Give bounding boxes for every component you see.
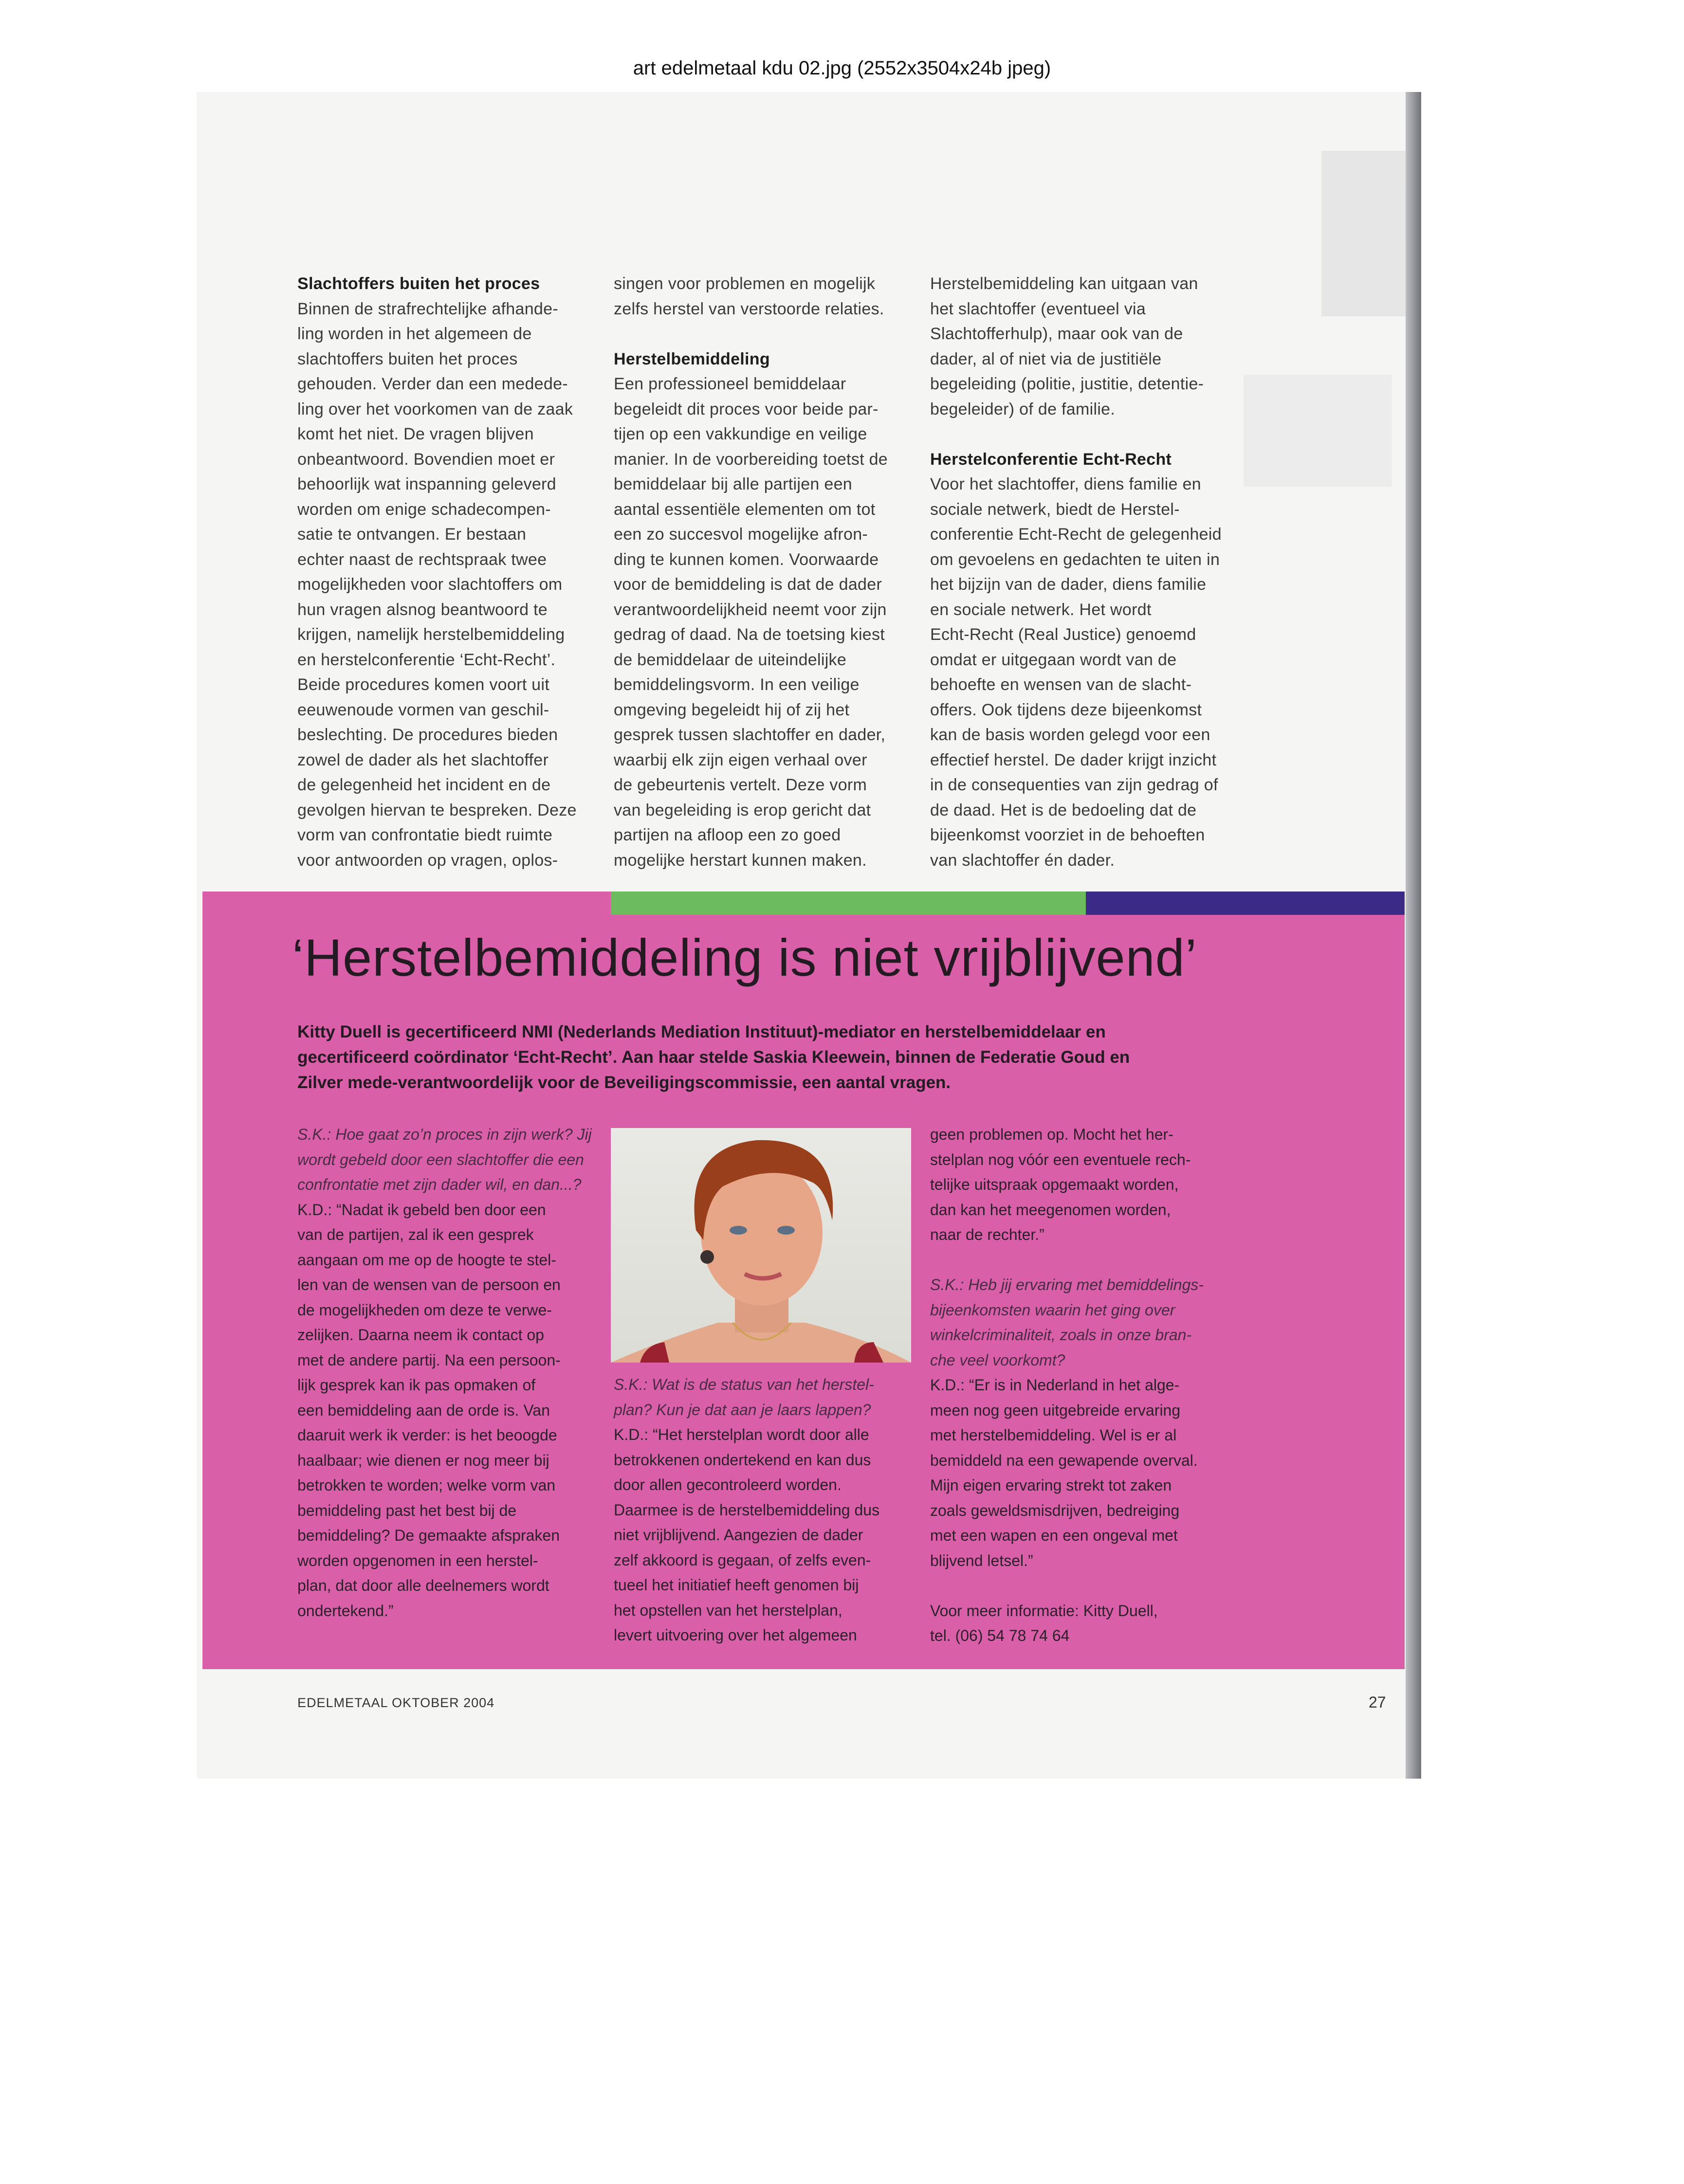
paragraph-gap — [930, 422, 1232, 447]
text-line: bemiddelingsvorm. In een veilige — [614, 675, 860, 694]
text-line: het bijzijn van de dader, diens familie — [930, 575, 1207, 594]
text-line: met een wapen en een ongeval met — [930, 1527, 1178, 1544]
interview-question-line: plan? Kun je dat aan je laars lappen? — [614, 1401, 871, 1419]
text-line: begeleider) of de familie. — [930, 400, 1116, 419]
text-line: een bemiddeling aan de orde is. Van — [297, 1401, 550, 1419]
text-line: K.D.: “Het herstelplan wordt door alle — [614, 1426, 869, 1443]
text-line: dan kan het meegenomen worden, — [930, 1201, 1171, 1219]
portrait-image — [611, 1128, 911, 1363]
text-line: en herstelconferentie ‘Echt-Recht’. — [297, 650, 556, 669]
text-line: de mogelijkheden om deze te verwe- — [297, 1301, 552, 1319]
text-line: Voor het slachtoffer, diens familie en — [930, 475, 1201, 493]
text-line: bemiddeling past het best bij de — [297, 1501, 517, 1519]
interview-question-line: bijeenkomsten waarin het ging over — [930, 1301, 1175, 1319]
intro-line: Kitty Duell is gecertificeerd NMI (Nederlands Mediation Instituut)-mediator en herstelbemiddelaar en — [297, 1022, 1106, 1041]
text-line: manier. In de voorbereiding toetst de — [614, 450, 888, 469]
interview-intro — [297, 1019, 1222, 1095]
paragraph-gap — [930, 1573, 1232, 1599]
text-line: betrokken te worden; welke vorm van — [297, 1476, 556, 1494]
text-line: het opstellen van het herstelplan, — [614, 1601, 842, 1619]
text-line: om gevoelens en gedachten te uiten in — [930, 550, 1220, 569]
text-line: effectief herstel. De dader krijgt inzicht — [930, 750, 1217, 769]
text-line: blijvend letsel.” — [930, 1551, 1033, 1569]
text-line: levert uitvoering over het algemeen — [614, 1626, 857, 1644]
text-line: begeleidt dit proces voor beide par- — [614, 400, 879, 419]
interview-question-line: winkelcriminaliteit, zoals in onze bran- — [930, 1326, 1192, 1344]
portrait-photo — [611, 1128, 911, 1363]
article-column-1 — [297, 272, 599, 873]
text-line: de gebeurtenis vertelt. Deze vorm — [614, 776, 867, 794]
text-line: K.D.: “Nadat ik gebeld ben door een — [297, 1201, 546, 1219]
text-line: Slachtofferhulp), maar ook van de — [930, 325, 1183, 343]
text-line: daaruit werk ik verder: is het beoogde — [297, 1426, 557, 1444]
text-line: van de partijen, zal ik een gesprek — [297, 1226, 534, 1243]
text-line: de bemiddelaar de uiteindelijke — [614, 650, 847, 669]
text-line: partijen na afloop een zo goed — [614, 826, 841, 844]
text-line: len van de wensen van de persoon en — [297, 1276, 561, 1293]
text-line: plan, dat door alle deelnemers wordt — [297, 1577, 549, 1594]
text-line: aangaan om me op de hoogte te stel- — [297, 1251, 556, 1269]
text-line: singen voor problemen en mogelijk — [614, 274, 876, 293]
file-name-header: art edelmetaal kdu 02.jpg (2552x3504x24b jpeg) — [633, 57, 1051, 79]
text-line: tel. (06) 54 78 74 64 — [930, 1627, 1070, 1644]
bleed-through-shape — [1321, 151, 1407, 316]
text-line: omdat er uitgegaan wordt van de — [930, 650, 1177, 669]
text-line: geen problemen op. Mocht het her- — [930, 1126, 1173, 1143]
text-line: waarbij elk zijn eigen verhaal over — [614, 750, 867, 769]
text-line: naar de rechter.” — [930, 1226, 1044, 1243]
text-line: mogelijke herstart kunnen maken. — [614, 851, 867, 870]
text-line: Echt-Recht (Real Justice) genoemd — [930, 625, 1196, 644]
interview-question-line: S.K.: Hoe gaat zo’n proces in zijn werk? Jij — [297, 1126, 592, 1143]
text-line: zelfs herstel van verstoorde relaties. — [614, 299, 884, 318]
text-line: Mijn eigen ervaring strekt tot zaken — [930, 1476, 1172, 1494]
text-line: betrokkenen ondertekend en kan dus — [614, 1451, 871, 1469]
text-line: krijgen, namelijk herstelbemiddeling — [297, 625, 565, 644]
page-edge-shadow — [1406, 92, 1421, 1779]
text-line: met herstelbemiddeling. Wel is er al — [930, 1426, 1177, 1444]
interview-question-line: che veel voorkomt? — [930, 1351, 1065, 1369]
text-line: een zo succesvol mogelijke afron- — [614, 525, 868, 544]
text-line: met de andere partij. Na een persoon- — [297, 1351, 561, 1369]
text-line: Een professioneel bemiddelaar — [614, 375, 846, 393]
bleed-through-shape — [1244, 375, 1392, 487]
interview-question-line: confrontatie met zijn dader wil, en dan...? — [297, 1176, 582, 1193]
text-line: worden om enige schadecompen- — [297, 500, 551, 519]
text-line: Daarmee is de herstelbemiddeling dus — [614, 1501, 880, 1519]
text-line: zelf akkoord is gegaan, of zelfs even- — [614, 1551, 871, 1569]
green-accent-bar — [611, 892, 1086, 915]
interview-column-3 — [930, 1122, 1232, 1649]
interview-title: ‘Herstelbemiddeling is niet vrijblijvend’ — [292, 928, 1197, 987]
text-line: hun vragen alsnog beantwoord te — [297, 600, 548, 619]
text-line: komt het niet. De vragen blijven — [297, 425, 534, 443]
text-line: en sociale netwerk. Het wordt — [930, 600, 1152, 619]
text-line: Voor meer informatie: Kitty Duell, — [930, 1602, 1158, 1620]
text-line: verantwoordelijkheid neemt voor zijn — [614, 600, 887, 619]
text-line: K.D.: “Er is in Nederland in het alge- — [930, 1376, 1180, 1394]
text-line: het slachtoffer (eventueel via — [930, 299, 1146, 318]
text-line: satie te ontvangen. Er bestaan — [297, 525, 527, 544]
intro-line: gecertificeerd coördinator ‘Echt-Recht’. Aan haar stelde Saskia Kleewein, binnen de Federatie Goud en — [297, 1048, 1130, 1067]
text-line: beslechting. De procedures bieden — [297, 726, 558, 744]
text-line: Beide procedures komen voort uit — [297, 675, 549, 694]
text-line: tijen op een vakkundige en veilige — [614, 425, 867, 443]
interview-column-1 — [297, 1122, 599, 1623]
interview-column-2 — [614, 1372, 915, 1648]
text-line: Herstelbemiddeling kan uitgaan van — [930, 274, 1198, 293]
text-line: eeuwenoude vormen van geschil- — [297, 700, 549, 719]
interview-question-line: S.K.: Heb jij ervaring met bemiddelings- — [930, 1276, 1204, 1293]
text-line: aantal essentiële elementen om tot — [614, 500, 876, 519]
intro-line: Zilver mede-verantwoordelijk voor de Beveiligingscommissie, een aantal vragen. — [297, 1073, 951, 1092]
article-column-3 — [930, 272, 1232, 873]
text-line: omgeving begeleidt hij of zij het — [614, 700, 850, 719]
section-heading: Slachtoffers buiten het proces — [297, 274, 540, 293]
article-column-2 — [614, 272, 915, 873]
page-number: 27 — [1369, 1693, 1386, 1711]
footer-publication: EDELMETAAL OKTOBER 2004 — [297, 1695, 495, 1710]
text-line: gesprek tussen slachtoffer en dader, — [614, 726, 886, 744]
text-line: lijk gesprek kan ik pas opmaken of — [297, 1376, 536, 1394]
text-line: ondertekend.” — [297, 1602, 394, 1620]
paragraph-gap — [614, 322, 915, 347]
text-line: voor de bemiddeling is dat de dader — [614, 575, 882, 594]
text-line: bemiddelaar bij alle partijen een — [614, 475, 852, 493]
text-line: behoefte en wensen van de slacht- — [930, 675, 1192, 694]
text-line: kan de basis worden gelegd voor een — [930, 726, 1210, 744]
text-line: ding te kunnen komen. Voorwaarde — [614, 550, 879, 569]
section-heading: Herstelconferentie Echt-Recht — [930, 450, 1172, 469]
text-line: ling over het voorkomen van de zaak — [297, 400, 573, 419]
text-line: zoals geweldsmisdrijven, bedreiging — [930, 1501, 1180, 1519]
text-line: door allen gecontroleerd worden. — [614, 1476, 842, 1493]
text-line: worden opgenomen in een herstel- — [297, 1551, 538, 1569]
text-line: slachtoffers buiten het proces — [297, 349, 518, 368]
text-line: dader, al of niet via de justitiële — [930, 349, 1162, 368]
text-line: de gelegenheid het incident en de — [297, 776, 551, 794]
text-line: gedrag of daad. Na de toetsing kiest — [614, 625, 885, 644]
text-line: mogelijkheden voor slachtoffers om — [297, 575, 563, 594]
text-line: sociale netwerk, biedt de Herstel- — [930, 500, 1180, 519]
text-line: ling worden in het algemeen de — [297, 325, 532, 343]
text-line: behoorlijk wat inspanning geleverd — [297, 475, 556, 493]
text-line: de daad. Het is de bedoeling dat de — [930, 801, 1197, 819]
text-line: van slachtoffer én dader. — [930, 851, 1115, 870]
section-heading: Herstelbemiddeling — [614, 349, 770, 368]
text-line: zowel de dader als het slachtoffer — [297, 750, 549, 769]
text-line: tueel het initiatief heeft genomen bij — [614, 1576, 859, 1594]
interview-question-line: S.K.: Wat is de status van het herstel- — [614, 1376, 874, 1393]
paragraph-gap — [930, 1248, 1232, 1273]
text-line: zelijken. Daarna neem ik contact op — [297, 1326, 544, 1344]
text-line: van begeleiding is erop gericht dat — [614, 801, 871, 819]
text-line: bijeenkomst voorziet in de behoeften — [930, 826, 1205, 844]
text-line: echter naast de rechtspraak twee — [297, 550, 547, 569]
text-line: in de consequenties van zijn gedrag of — [930, 776, 1218, 794]
text-line: haalbaar; wie dienen er nog meer bij — [297, 1451, 549, 1469]
text-line: bemiddeling? De gemaakte afspraken — [297, 1527, 560, 1544]
text-line: meen nog geen uitgebreide ervaring — [930, 1401, 1181, 1419]
text-line: gevolgen hiervan te bespreken. Deze — [297, 801, 577, 819]
text-line: niet vrijblijvend. Aangezien de dader — [614, 1526, 863, 1544]
text-line: stelplan nog vóór een eventuele rech- — [930, 1150, 1191, 1168]
interview-question-line: wordt gebeld door een slachtoffer die een — [297, 1150, 584, 1168]
purple-accent-bar — [1086, 892, 1405, 915]
text-line: vorm van confrontatie biedt ruimte — [297, 826, 553, 844]
text-line: voor antwoorden op vragen, oplos- — [297, 851, 558, 870]
text-line: Binnen de strafrechtelijke afhande- — [297, 299, 558, 318]
text-line: begeleiding (politie, justitie, detentie- — [930, 375, 1204, 393]
text-line: bemiddeld na een gewapende overval. — [930, 1451, 1198, 1469]
text-line: conferentie Echt-Recht de gelegenheid — [930, 525, 1222, 544]
text-line: offers. Ook tijdens deze bijeenkomst — [930, 700, 1202, 719]
text-line: gehouden. Verder dan een medede- — [297, 375, 568, 393]
text-line: telijke uitspraak opgemaakt worden, — [930, 1176, 1179, 1193]
text-line: onbeantwoord. Bovendien moet er — [297, 450, 555, 469]
